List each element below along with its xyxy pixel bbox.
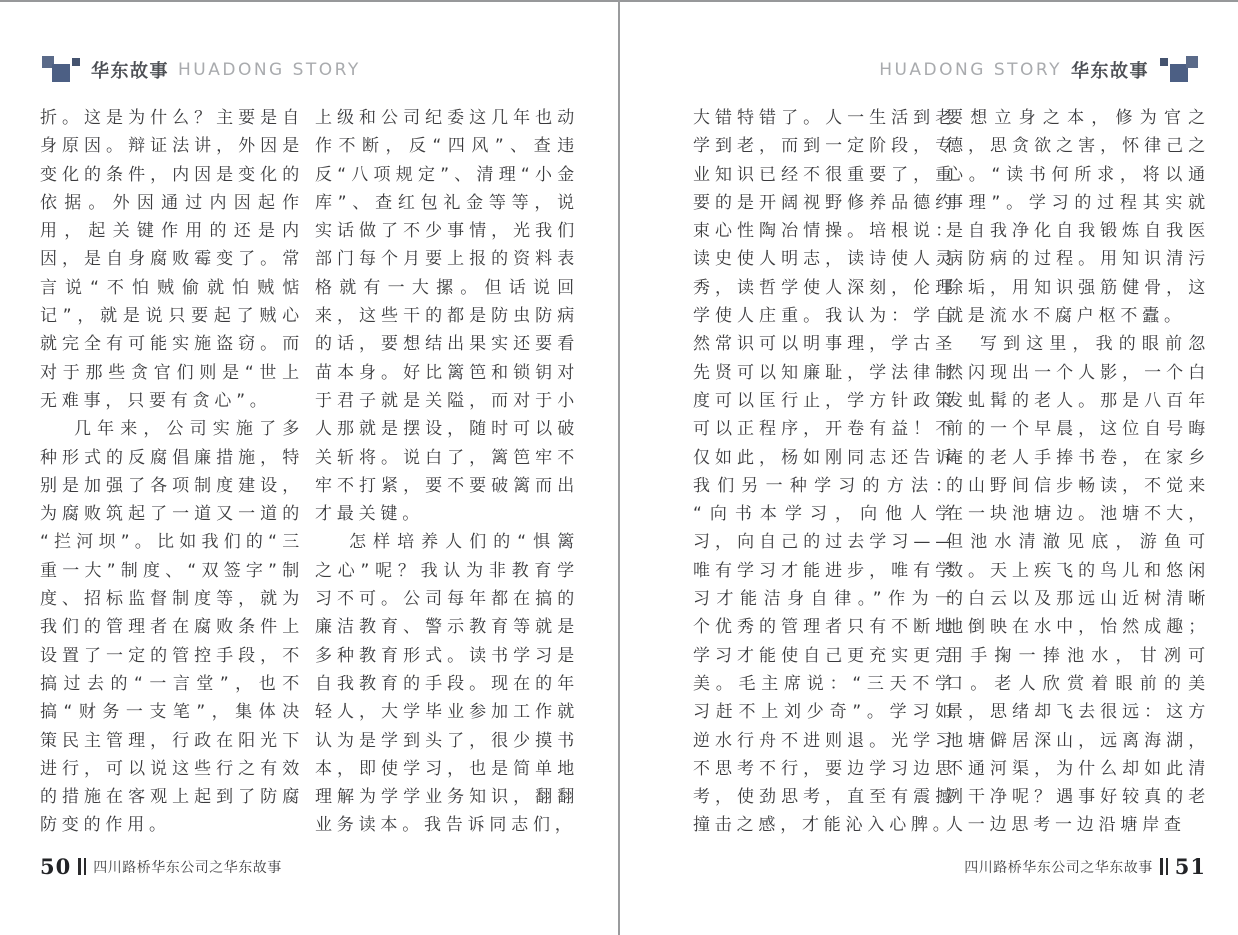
header-title-english: HUADONG STORY	[178, 60, 361, 80]
body-paragraph: 折。这是为什么？主要是自身原因。辩证法讲，外因是变化的条件，内因是变化的依据。外因通过内因起作用，起关键作用的还是内因，是自身腐败霉变了。常言说“不怕贼偷就怕贼惦记”，就是说只要起了贼心就完全有可能实施盗窃。而对于那些贪官们则是“世上无难事，只要有贪心”。	[40, 108, 304, 411]
logo-square	[1186, 56, 1198, 68]
double-bar-divider-icon	[1160, 858, 1168, 875]
body-paragraph: 几年来，公司实施了多种形式的反腐倡廉措施，特别是加强了各项制度建设，为腐败筑起了一道又一道的“拦河坝”。比如我们的“三重一大”制度、“双签字”制度、招标监督制度等，就为我们的管理者在腐败条件上设置了一定的管控手段，不搞过去的“一言堂”，也不搞“财务一支笔”，集体决策民主管理，行政在阳光下进行，可以说这些行之有效的措施在客观上起到了防腐防变的作用。	[40, 419, 304, 836]
header-title-chinese: 华东故事	[1071, 61, 1149, 82]
left-page-header	[42, 52, 361, 88]
double-bar-divider-icon	[78, 858, 86, 875]
footer-book-title: 四川路桥华东公司之华东故事	[964, 860, 1153, 876]
header-title-chinese: 华东故事	[91, 61, 169, 82]
right-page	[619, 0, 1238, 935]
logo-square	[52, 64, 70, 82]
logo-square	[1160, 58, 1168, 66]
body-paragraph: 上级和公司纪委这几年也动作不断，反“四风”、查违反“八项规定”、清理“小金库”、查红包礼金等等，说实话做了不少事情，光我们部门每个月要上报的资料表格就有一大摞。但话说回来，这些干的都是防虫防病的话，要想结出果实还要看苗本身。好比篱笆和锁钥对于君子就是关隘，而对于小人那就是摆设，随时可以破关斩将。说白了，篱笆牢不牢不打紧，要不要破篱而出才最关键。	[315, 108, 579, 525]
right-page-footer	[964, 853, 1206, 879]
page-number: 50	[40, 853, 72, 879]
body-paragraph: 怎样培养人们的“惧篱之心”呢？我认为非教育学习不可。公司每年都在搞的廉洁教育、警示教育等就是多种教育形式。读书学习是自我教育的手段。现在的年轻人，大学毕业参加工作就认为是学到头了，很少摸书本，即使学习，也是简单地理解为学学业务知识，翻翻业务读本。我告诉同志们，	[315, 532, 579, 836]
left-page-column-2	[315, 104, 579, 842]
body-paragraph: 写到这里，我的眼前忽然闪现出一个人影，一个白发虬髯的老人。那是八百年前的一个早晨，这位自号晦庵的老人手捧书卷，在家乡的山野间信步畅读，不觉来在一块池塘边。池塘不大，但池水清澈见底，游鱼可数。天上疾飞的鸟儿和悠闲的白云以及那远山近树清晰地倒映在水中，怡然成趣；用手掬一捧池水，甘冽可口。老人欣赏着眼前的美景，思绪却飞去很远：这方池塘僻居深山，远离海湖，不通河渠，为什么却如此清冽干净呢？遇事好较真的老人一边思考一边沿塘岸查	[946, 334, 1210, 836]
right-page-column-1	[693, 104, 957, 842]
body-paragraph: 要想立身之本，修为官之德，思贪欲之害，怀律己之心。“读书何所求，将以通事理”。学习的过程其实就是自我净化自我锻炼自我医病防病的过程。用知识清污除垢，用知识强筋健骨，这就是流水不腐户枢不蠹。	[946, 108, 1210, 327]
huadong-story-logo-icon	[42, 51, 82, 89]
body-paragraph: 大错特错了。人一生活到老学到老，而到一定阶段，专业知识已经不很重要了，重要的是开阔视野修养品德约束心性陶冶情操。培根说：读史使人明志，读诗使人灵秀，读哲学使人深刻，伦理学使人庄重。我认为：学自然常识可以明事理，学古圣先贤可以知廉耻，学法律制度可以匡行止，学方针政策可以正程序，开卷有益！不仅如此，杨如刚同志还告诉我们另一种学习的方法：“向书本学习，向他人学习，向自己的过去学习——唯有学习才能进步，唯有学习才能洁身自律。”作为一个优秀的管理者只有不断地学习才能使自己更充实更完美。毛主席说：“三天不学习赶不上刘少奇”。学习如逆水行舟不进则退。光学习不思考不行，要边学习边思考，使劲思考，直至有震撼撞击之感，才能沁入心脾。	[693, 108, 957, 836]
left-page-column-1	[40, 104, 304, 842]
right-page-header	[879, 52, 1198, 88]
page-number: 51	[1174, 853, 1206, 879]
huadong-story-logo-icon	[1158, 51, 1198, 89]
right-page-column-2	[946, 104, 1210, 842]
footer-book-title: 四川路桥华东公司之华东故事	[93, 860, 282, 876]
left-page-footer	[40, 853, 282, 879]
header-title-english: HUADONG STORY	[879, 60, 1062, 80]
logo-square	[72, 58, 80, 66]
